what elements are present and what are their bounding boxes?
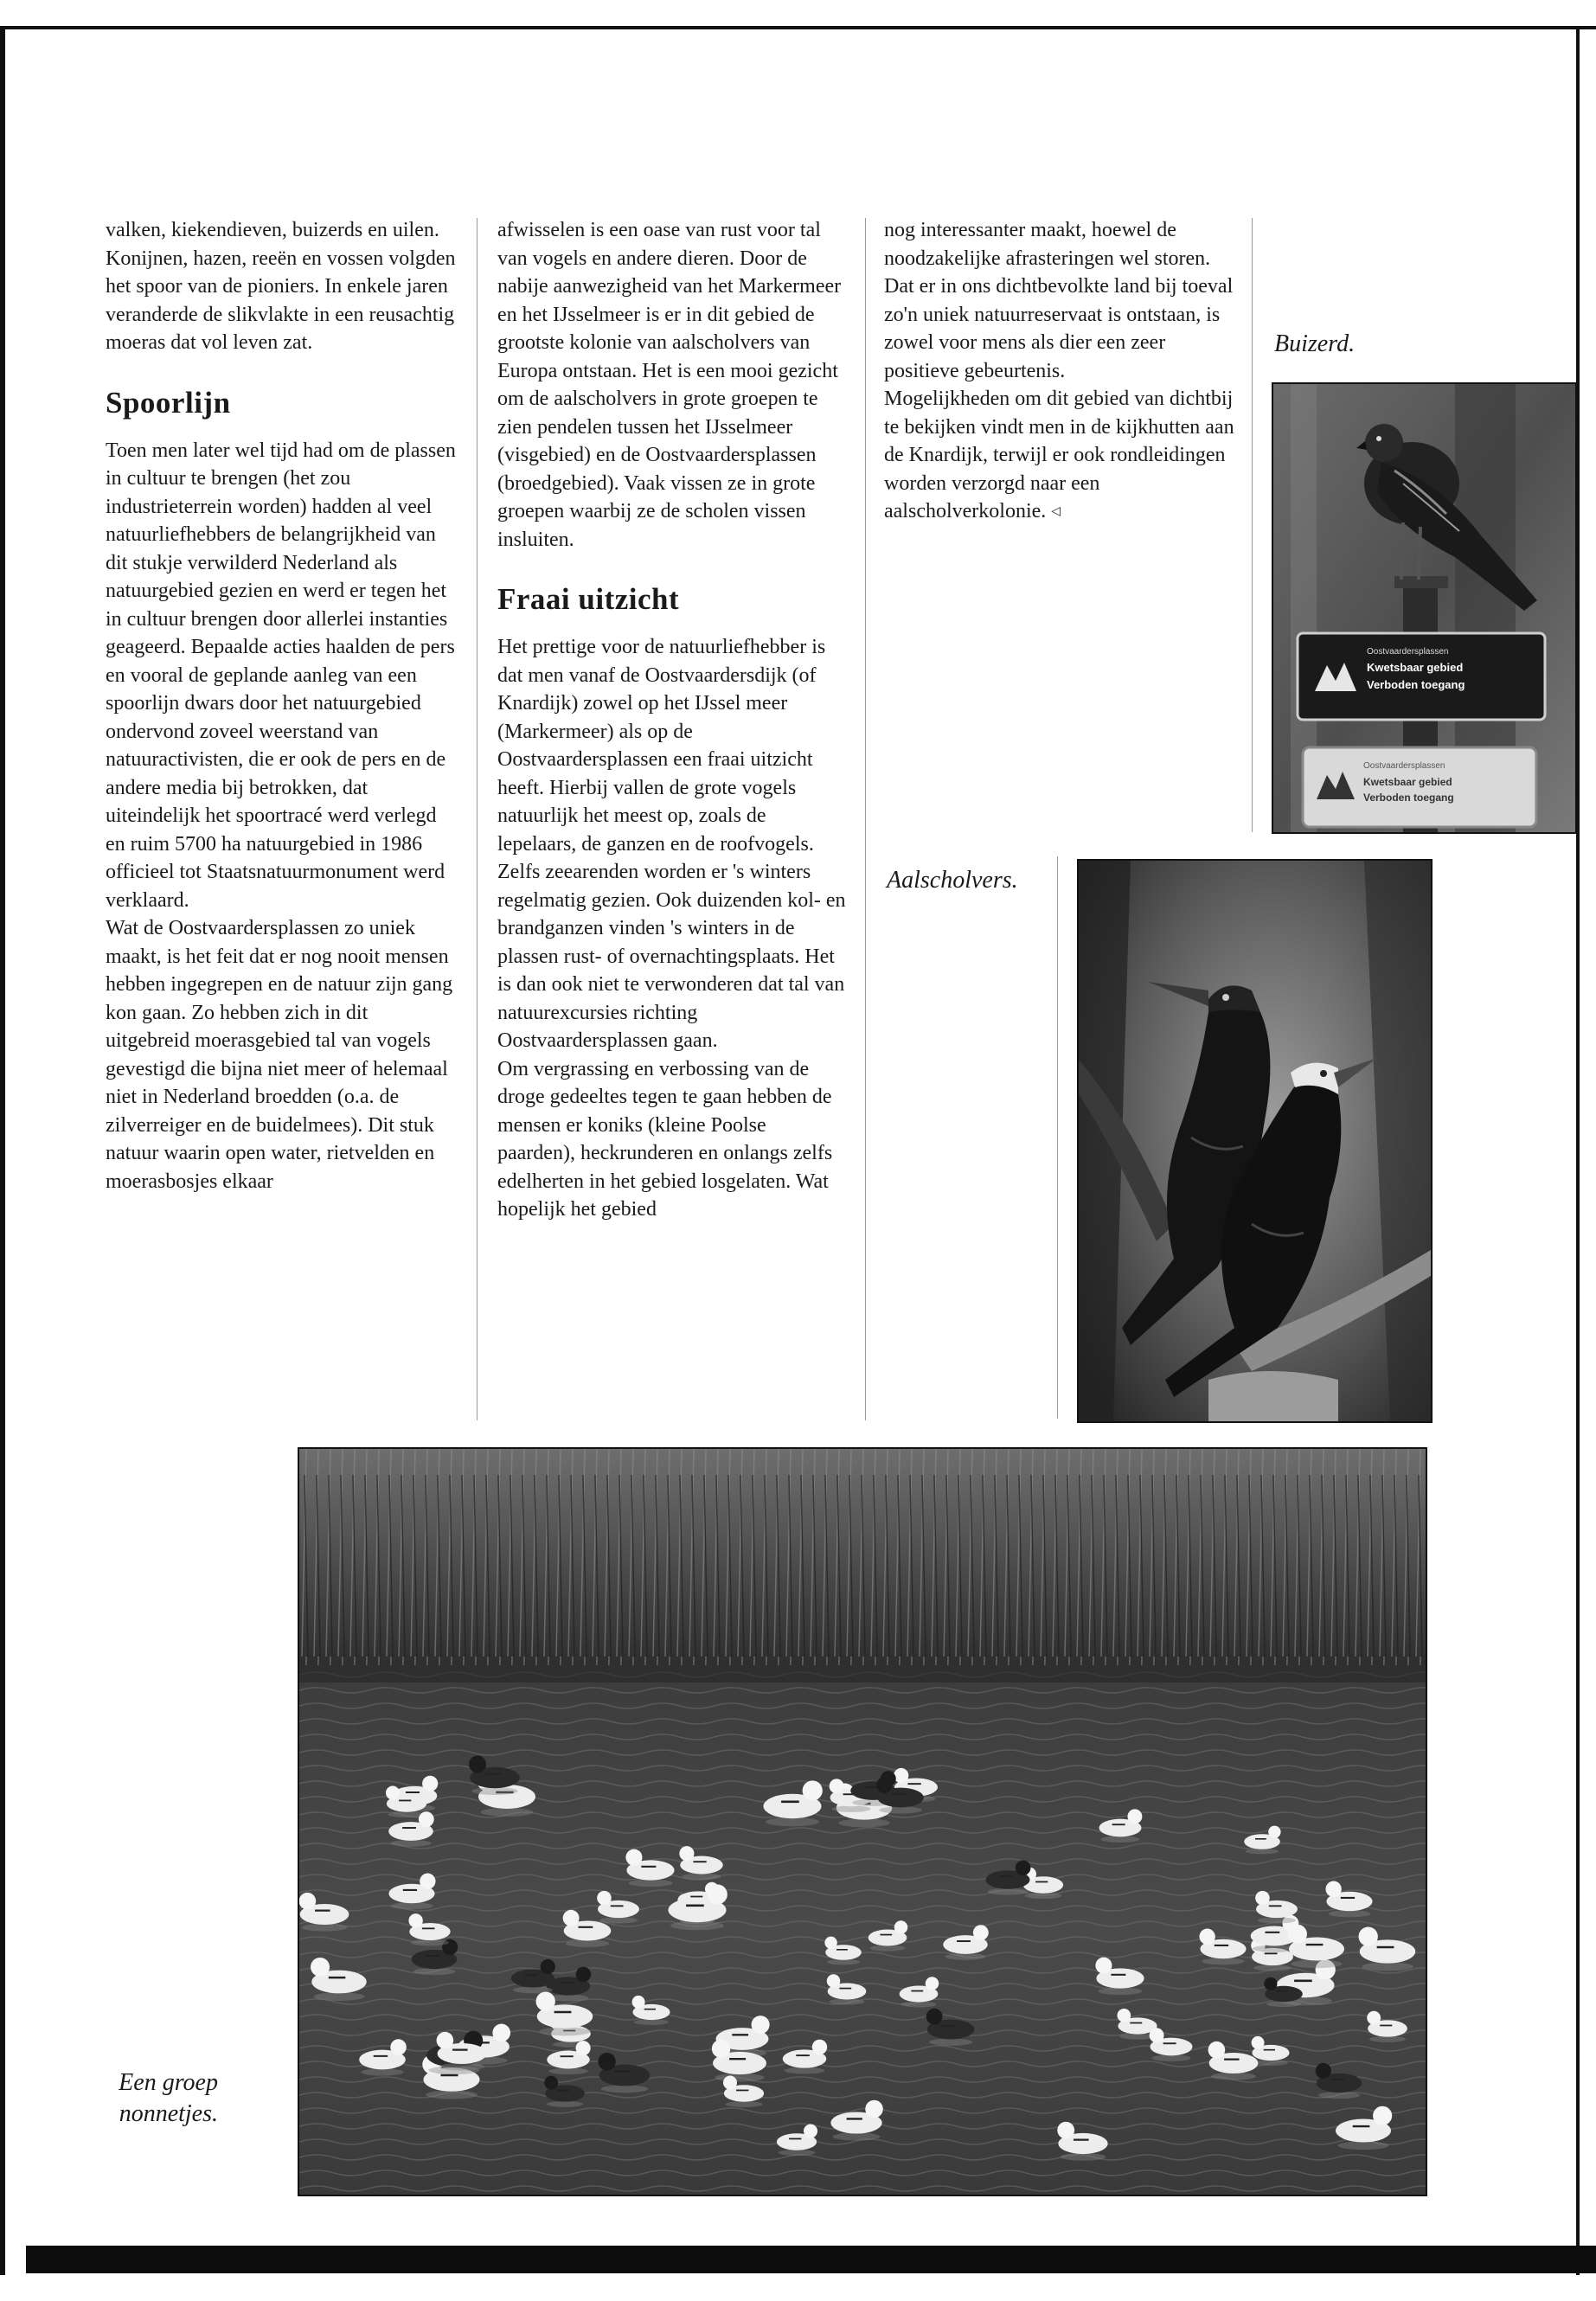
column1-intro: valken, kiekendieven, buizerds en uilen. Konijnen, hazen, reeën en vossen volgden het spoor van de pioniers. In enkele jaren veranderde de slikvlakte in een reusachtig moeras dat vol leven zat. [106,219,456,354]
sign-1-line-1: Kwetsbaar gebied [1367,661,1464,674]
sign-1-line-2: Verboden toegang [1367,678,1465,691]
caption-nonnetjes [106,2067,218,2130]
column-rule-1 [477,218,478,1420]
heading-fraai-uitzicht: Fraai uitzicht [497,582,680,616]
text-column-1 [106,216,456,1195]
page-frame-left [0,26,5,2275]
aalscholvers-photo-image [1079,861,1431,1421]
column-rule-2 [865,218,866,1420]
nonnetjes-photo-image [299,1449,1426,2195]
column-rule-4 [1057,856,1058,1419]
page-frame-right [1576,26,1580,2275]
end-mark-icon: ◁ [1051,505,1061,519]
column-rule-3 [1252,218,1253,832]
column3-paragraph-2 [884,385,1234,527]
caption-buizerd: Buizerd. [1274,330,1356,357]
caption-nonnetjes-line-2: nonnetjes. [119,2100,218,2127]
photo-buizerd [1272,382,1577,834]
sign-1-top: Oostvaardersplassen [1367,647,1449,657]
column3-paragraph-2-text: Mogelijkheden om dit gebied van dichtbij te bekijken vindt men in de kijkhutten aan de Knardijk, terwijl er ook rondleidingen worden verzorgd naar een aalscholverkolonie. [884,388,1234,522]
text-column-3 [884,216,1234,527]
sign-2 [1303,747,1536,827]
column3-paragraph-1: Dat er in ons dichtbevolkte land bij toeval zo'n uniek natuurreservaat is ontstaan, is zowel voor mens als dier een zeer positieve gebeurtenis. [884,275,1234,382]
sign-1 [1298,633,1545,720]
caption-aalscholvers: Aalscholvers. [887,867,1018,894]
sign-2-line-2: Verboden toegang [1363,792,1454,804]
column2-intro: afwisselen is een oase van rust voor tal van vogels en andere dieren. Door de nabije aanwezigheid van het Markermeer en het IJsselmeer is er in dit gebied de grootste kolonie van aalscholvers van Europa ontstaan. Het is een mooi gezicht om de aalscholvers in grote groepen te zien pendelen tussen het IJsselmeer (visgebied) en de Oostvaardersplassen (broedgebied). Vaak vissen ze in grote groepen waarbij ze de scholen vissen insluiten. [497,219,842,551]
column2-paragraph-1: Het prettige voor de natuurliefhebber is dat men vanaf de Oostvaardersdijk (of Knardijk) zowel op het IJssel meer (Markermeer) als op de Oostvaardersplassen een fraai uitzicht heeft. Hierbij vallen de grote vogels natuurlijk het meest op, zoals de lepelaars, de ganzen en de roofvogels. Zelfs zeearenden worden er 's winters regelmatig gezien. Ook duizenden kol- en brandganzen vinden 's winters in de plassen rust- of overnachtingsplaats. Het is dan ook niet te verwonderen dat tal van natuurexcursies richting Oostvaardersplassen gaan. [497,636,846,1052]
buizerd-photo-image [1273,384,1575,832]
page-frame-bottom [26,2246,1596,2273]
photo-nonnetjes [298,1447,1427,2196]
sign-2-line-1: Kwetsbaar gebied [1363,776,1452,788]
column1-paragraph-1: Toen men later wel tijd had om de plassen in cultuur te brengen (het zou industrieterrein worden) hadden al veel natuurliefhebbers de belangrijkheid van dit stukje verwilderd Nederland als natuurgebied gezien en werd er tegen het in cultuur brengen door allerlei instanties geageerd. Bepaalde acties haalden de pers en vooral de geplande aanleg van een spoorlijn dwars door het natuurgebied ondervond zoveel weerstand van natuuractivisten, die er ook de pers en de andere media bij betrokken, dat uiteindelijk het spoortracé werd verlegd en ruim 5700 ha natuurgebied in 1986 officieel tot Staatsnatuurmonument werd verklaard. [106,439,456,912]
column3-intro: nog interessanter maakt, hoewel de noodzakelijke afrasteringen wel storen. [884,219,1211,270]
page-frame-top [0,26,1596,29]
photo-aalscholvers [1077,859,1433,1423]
text-column-2 [497,216,848,1224]
heading-spoorlijn: Spoorlijn [106,385,231,420]
caption-nonnetjes-line-1: Een groep [119,2069,218,2096]
sign-2-top: Oostvaardersplassen [1363,761,1445,771]
column1-paragraph-2: Wat de Oostvaardersplassen zo uniek maakt, is het feit dat er nog nooit mensen hebben ingegrepen en de natuur zijn gang kon gaan. Zo hebben zich in dit uitgebreid moerasgebied tal van vogels gevestigd die bijna niet meer of helemaal niet in Nederland broedden (o.a. de zilverreiger en de buidelmees). Dit stuk natuur waarin open water, rietvelden en moerasbosjes elkaar [106,917,453,1193]
column2-paragraph-2: Om vergrassing en verbossing van de droge gedeeltes tegen te gaan hebben de mensen er koniks (kleine Poolse paarden), heckrunderen en onlangs zelfs edelherten in het gebied losgelaten. Wat hopelijk het gebied [497,1057,833,1221]
